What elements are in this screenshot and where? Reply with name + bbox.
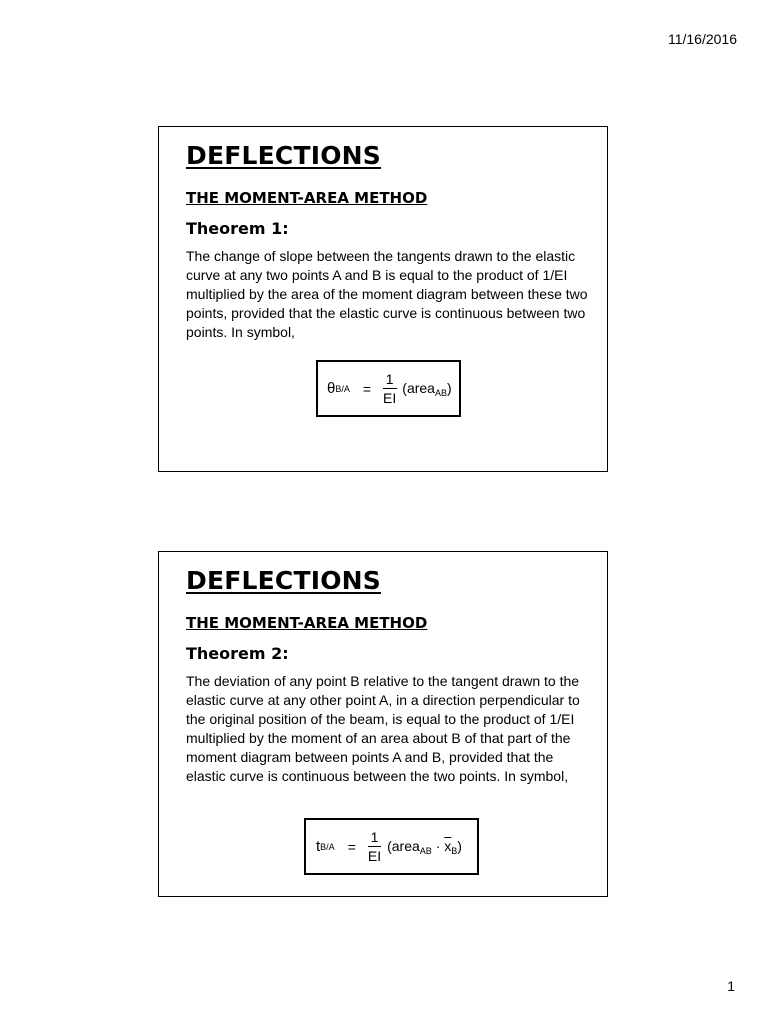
formula-term: (area$_{AB}$ · $\overline{x}_B$): [387, 837, 462, 856]
formula-equals: =: [347, 838, 356, 855]
formula-box: [304, 818, 479, 875]
fraction-denominator: EI: [383, 390, 397, 406]
slide-title: DEFLECTIONS: [186, 566, 381, 595]
fraction-numerator: 1: [368, 829, 382, 847]
slide-theorem-2: [158, 551, 608, 897]
xbar-symbol: $\overline{x}$: [444, 837, 452, 854]
formula-box: [316, 360, 461, 417]
formula-equals: =: [362, 380, 372, 397]
slide-subtitle: THE MOMENT-AREA METHOD: [186, 189, 428, 207]
theorem-text: The change of slope between the tangents drawn to the elastic curve at any two points A and B is equal to the product of 1/EI multiplied by the area of the moment diagram between these two points, provided that the elastic curve is continuous between two points. In symbol,: [186, 248, 588, 340]
slide-title: DEFLECTIONS: [186, 141, 381, 170]
formula-symbol: θ: [327, 380, 336, 397]
page-number: 1: [727, 978, 735, 994]
slide-subtitle: THE MOMENT-AREA METHOD: [186, 614, 428, 632]
theorem-label: Theorem 1:: [186, 219, 289, 238]
formula-symbol: t: [316, 838, 321, 855]
theorem-label: Theorem 2:: [186, 644, 289, 663]
theorem-text: The deviation of any point B relative to the tangent drawn to the elastic curve at any other point A, in a direction perpendicular to the original position of the beam, is equal to the product of 1/EI multiplied by the moment of an area about B of that part of the moment diagram between points A and B, provided that the elastic curve is continuous between the two points. In symbol,: [186, 673, 580, 784]
page-date: 11/16/2016: [667, 31, 737, 47]
slide-theorem-1: [158, 126, 608, 472]
formula-symbol-subscript: B/A: [335, 383, 350, 394]
formula-symbol-subscript: B/A: [320, 841, 335, 852]
fraction-denominator: EI: [367, 848, 382, 864]
formula-fraction: [380, 371, 399, 406]
fraction-numerator: 1: [383, 371, 397, 389]
formula-term: (area$_{AB}$): [402, 379, 452, 398]
formula-fraction: [365, 829, 384, 864]
